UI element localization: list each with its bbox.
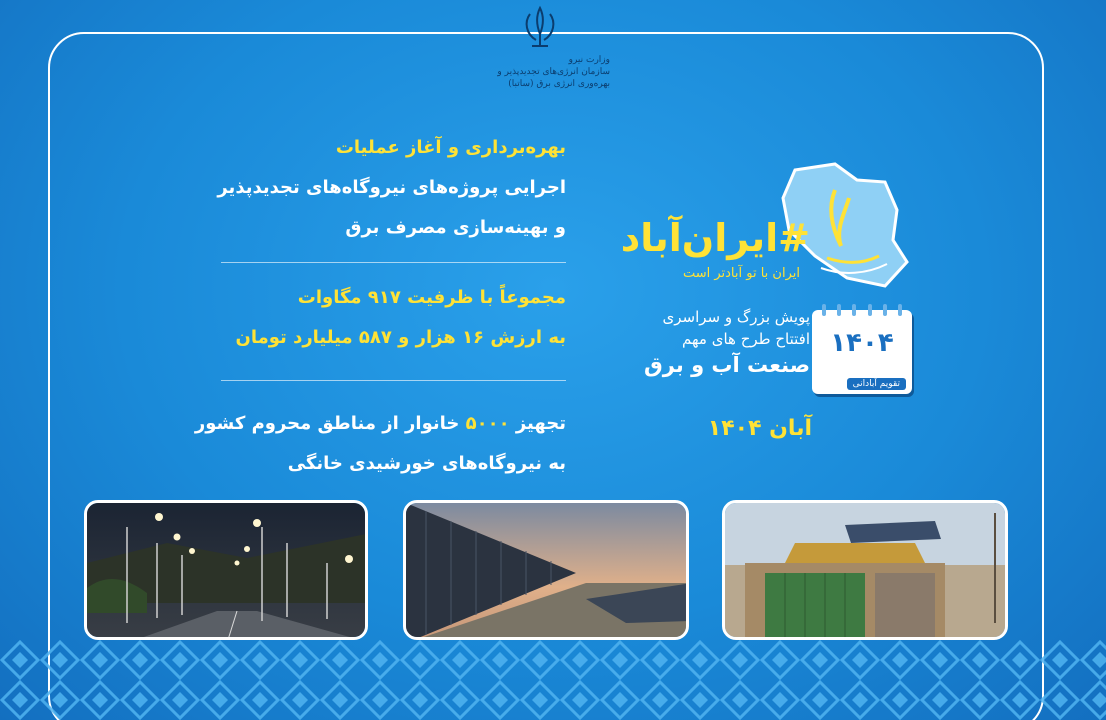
street-lights-photo — [84, 500, 368, 640]
divider-2 — [221, 380, 566, 381]
calendar-caption: تقویم آبادانی — [847, 378, 906, 390]
event-date: آبان ۱۴۰۴ — [707, 416, 812, 441]
calendar-rings — [822, 304, 902, 314]
campaign-line-1: پویش بزرگ و سراسری — [662, 308, 810, 326]
highlight-line-4: مجموعاً با ظرفیت ۹۱۷ مگاوات — [297, 287, 566, 308]
ministry-line-1: وزارت نیرو — [568, 55, 610, 65]
highlight-line-6-post: خانوار از مناطق محروم کشور — [194, 413, 466, 434]
highlight-block-1 — [186, 128, 566, 248]
ministry-line-2: سازمان انرژی‌های تجدیدپذیر و — [497, 67, 610, 77]
highlight-block-3 — [186, 404, 566, 484]
logo-subtitle: ایران با تو آبادتر است — [682, 266, 800, 281]
household-count: ۵۰۰۰ — [465, 413, 510, 434]
highlight-line-2: اجرایی پروژه‌های نیروگاه‌های تجدیدپذیر — [217, 177, 566, 198]
divider-1 — [221, 262, 566, 263]
highlight-line-1: بهره‌برداری و آغاز عملیات — [335, 137, 566, 158]
rooftop-solar-photo — [722, 500, 1008, 640]
highlight-line-7: به نیروگاه‌های خورشیدی خانگی — [287, 453, 566, 474]
highlight-line-5: به ارزش ۱۶ هزار و ۵۸۷ میلیارد تومان — [235, 327, 566, 348]
highlight-block-2 — [186, 278, 566, 358]
logo-title: #ایران‌آباد — [620, 216, 810, 260]
iran-abad-logo — [600, 160, 930, 440]
campaign-text — [600, 306, 810, 380]
ministry-line-3: بهره‌وری انرژی برق (ساتبا) — [508, 79, 610, 89]
highlight-line-6 — [186, 404, 566, 444]
campaign-line-3: صنعت آب و برق — [644, 353, 810, 377]
decorative-pattern — [0, 640, 1106, 720]
calendar-badge — [812, 310, 912, 394]
iran-emblem-icon — [518, 4, 562, 50]
ministry-header — [470, 54, 610, 90]
highlight-line-3: و بهینه‌سازی مصرف برق — [345, 217, 566, 238]
calendar-year: ۱۴۰۴ — [830, 328, 894, 358]
campaign-line-2: افتتاح طرح های مهم — [682, 330, 810, 348]
solar-farm-photo — [403, 500, 689, 640]
highlight-line-6-pre: تجهیز — [509, 413, 566, 434]
